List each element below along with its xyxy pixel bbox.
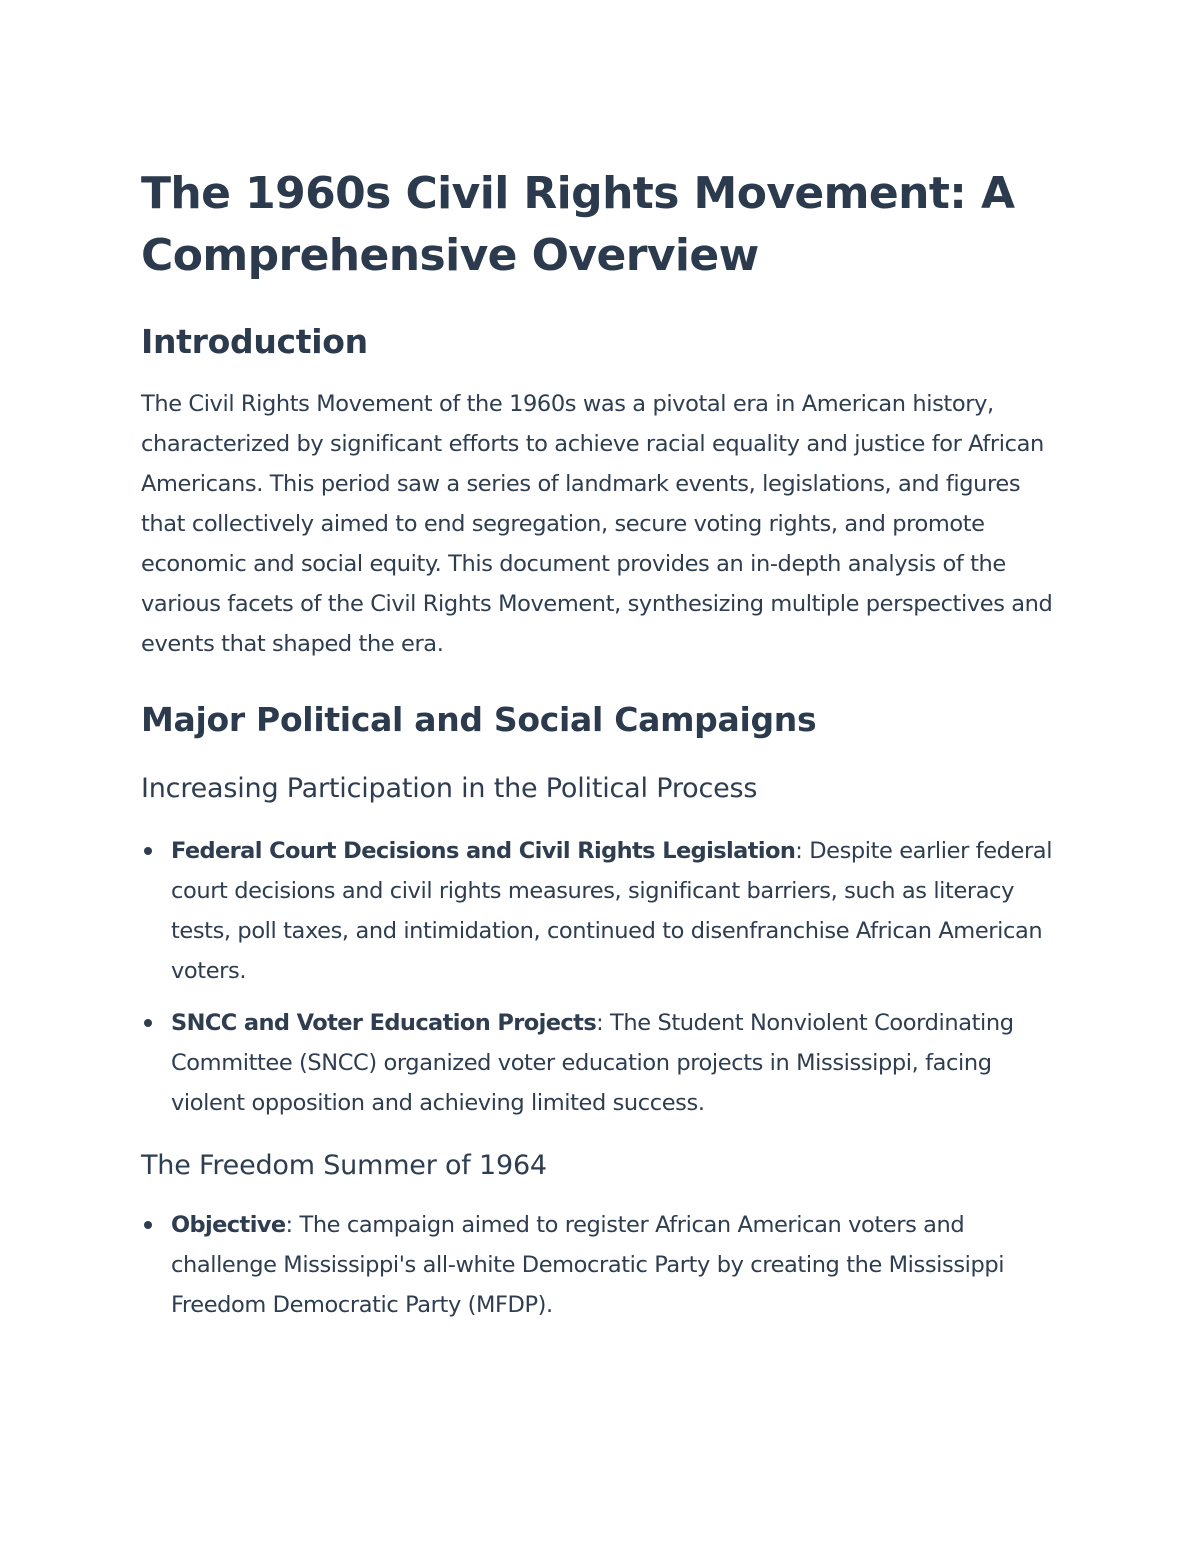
document-page — [141, 163, 1061, 1337]
list-item-text: : Despite earlier federal court decisions and civil rights measures, significant barriers, such as literacy tests, poll taxes, and intimidation, continued to disenfranchise African American voters. — [171, 838, 1053, 984]
list-item-text: : The Student Nonviolent Coordinating Committee (SNCC) organized voter education projects in Mississippi, facing violent opposition and achieving limited success. — [171, 1010, 1014, 1116]
list-item-text: : The campaign aimed to register African American voters and challenge Mississippi's all-white Democratic Party by creating the Mississippi Freedom Democratic Party (MFDP). — [171, 1212, 1005, 1318]
introduction-paragraph: The Civil Rights Movement of the 1960s was a pivotal era in American history, characterized by significant efforts to achieve racial equality and justice for African Americans. This period saw a series of landmark events, legislations, and figures that collectively aimed to end segregation, secure voting rights, and promote economic and social equity. This document provides an in-depth analysis of the various facets of the Civil Rights Movement, synthesizing multiple perspectives and events that shaped the era. — [141, 391, 1053, 657]
list-item — [141, 831, 1061, 991]
bullet-icon — [144, 847, 152, 855]
list-item-label: Federal Court Decisions and Civil Rights Legislation — [171, 838, 796, 864]
document-title: The 1960s Civil Rights Movement: A Comprehensive Overview — [141, 168, 1015, 281]
bullet-icon — [144, 1019, 152, 1027]
list-item-label: SNCC and Voter Education Projects — [171, 1010, 597, 1036]
subsection-heading-freedom-summer: The Freedom Summer of 1964 — [141, 1150, 547, 1181]
list-item — [141, 1003, 1061, 1123]
introduction-heading: Introduction — [141, 322, 368, 361]
participation-list — [141, 831, 1061, 1123]
bullet-icon — [144, 1221, 152, 1229]
list-item — [141, 1205, 1061, 1325]
subsection-heading-participation: Increasing Participation in the Political Process — [141, 773, 758, 804]
list-item-label: Objective — [171, 1212, 286, 1238]
major-campaigns-heading: Major Political and Social Campaigns — [141, 700, 817, 739]
freedom-summer-list — [141, 1205, 1061, 1325]
